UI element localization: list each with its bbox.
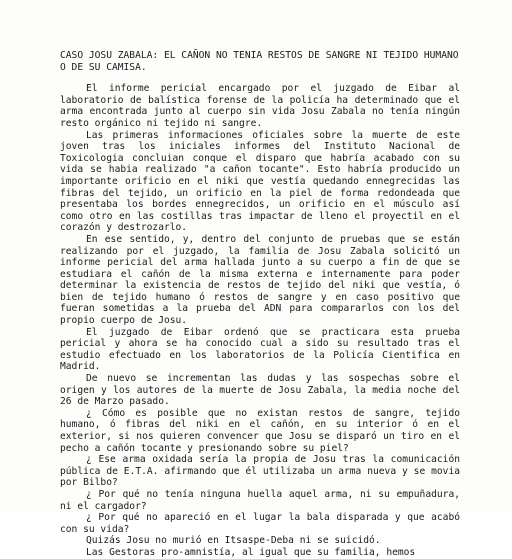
- paragraph-2: Las primeras informaciones oficiales sobre la muerte de este joven tras los iniciales informes del Instituto Nacional de Toxicologia concluian conque el disparo que habría acabado con su vida se habia realizado "a cañon tocante". Esto habría producido un importante orificio en el niki que vestía quedando ennegrecidas las fibras del tejido, un orificio en la piel de forma redondeada que presentaba los bordes ennegrecidos, un orificio en el músculo así como otro en las costillas tras impactar de lleno el proyectil en el corazón y destrozarlo.: [60, 129, 460, 234]
- paragraph-11: Las Gestoras pro-amnistía, al igual que su familia, hemos: [86, 546, 416, 558]
- paragraph-10: Quizás Josu no murió en Itsaspe-Deba ni se suicidó.: [86, 535, 381, 547]
- paragraph-4: El juzgado de Eibar ordenó que se practicara esta prueba pericial y ahora se ha conocido cual a sido su resultado tras el estudio efectuado en los laboratorios de la Policía Cientifica en Madrid.: [60, 326, 460, 373]
- paragraph-8: ¿ Por qué no tenía ninguna huella aquel arma, ni su empuñadura, ni el cargador?: [60, 488, 460, 512]
- document-title: CASO JOSU ZABALA: EL CAÑON NO TENIA RESTOS DE SANGRE NI TEJIDO HUMANO O DE SU CAMISA.: [60, 50, 459, 73]
- paragraph-3: En ese sentido, y, dentro del conjunto de pruebas que se están realizando por el juzgado, la familia de Josu Zabala solicitó un informe pericial del arma hallada junto a su cuerpo a fin de que se estudiara el cañón de la misma externa e internamente para poder determinar la existencia de restos de tejido del niki que vestía, ó bien de tejido humano ó restos de sangre y en caso positivo que fueran sometidas a la prueba del ADN para compararlos con los del propio cuerpo de Josu.: [60, 233, 460, 327]
- paragraph-7: ¿ Ese arma oxidada sería la propia de Josu tras la comunicación pública de E.T.A. afirmando que él utilizaba un arma nueva y se movia por Bilbo?: [60, 454, 460, 489]
- paragraph-9: ¿ Por qué no apareció en el lugar la bala disparada y que acabó con su vida?: [60, 512, 460, 535]
- paragraph-5: De nuevo se incrementan las dudas y las sospechas sobre el origen y los autores de la muerte de Josu Zabala, la media noche del 26 de Marzo pasado.: [60, 373, 460, 408]
- document-body: [60, 50, 460, 559]
- paragraph-6: ¿ Cómo es posible que no existan restos de sangre, tejido humano, ó fibras del niki en el cañón, en su interior ó en el exterior, si nos quieren convencer que Josu se disparó un tiro en el pecho a cañón tocante y presionando sobre su piel?: [60, 407, 460, 454]
- paragraph-1: El informe pericial encargado por el juzgado de Eibar al laboratorio de balística forense de la policía ha determinado que el arma encontrada junto al cuerpo sin vida Josu Zabala no tenía ningún resto orgánico ni tejido ni sangre.: [60, 83, 460, 129]
